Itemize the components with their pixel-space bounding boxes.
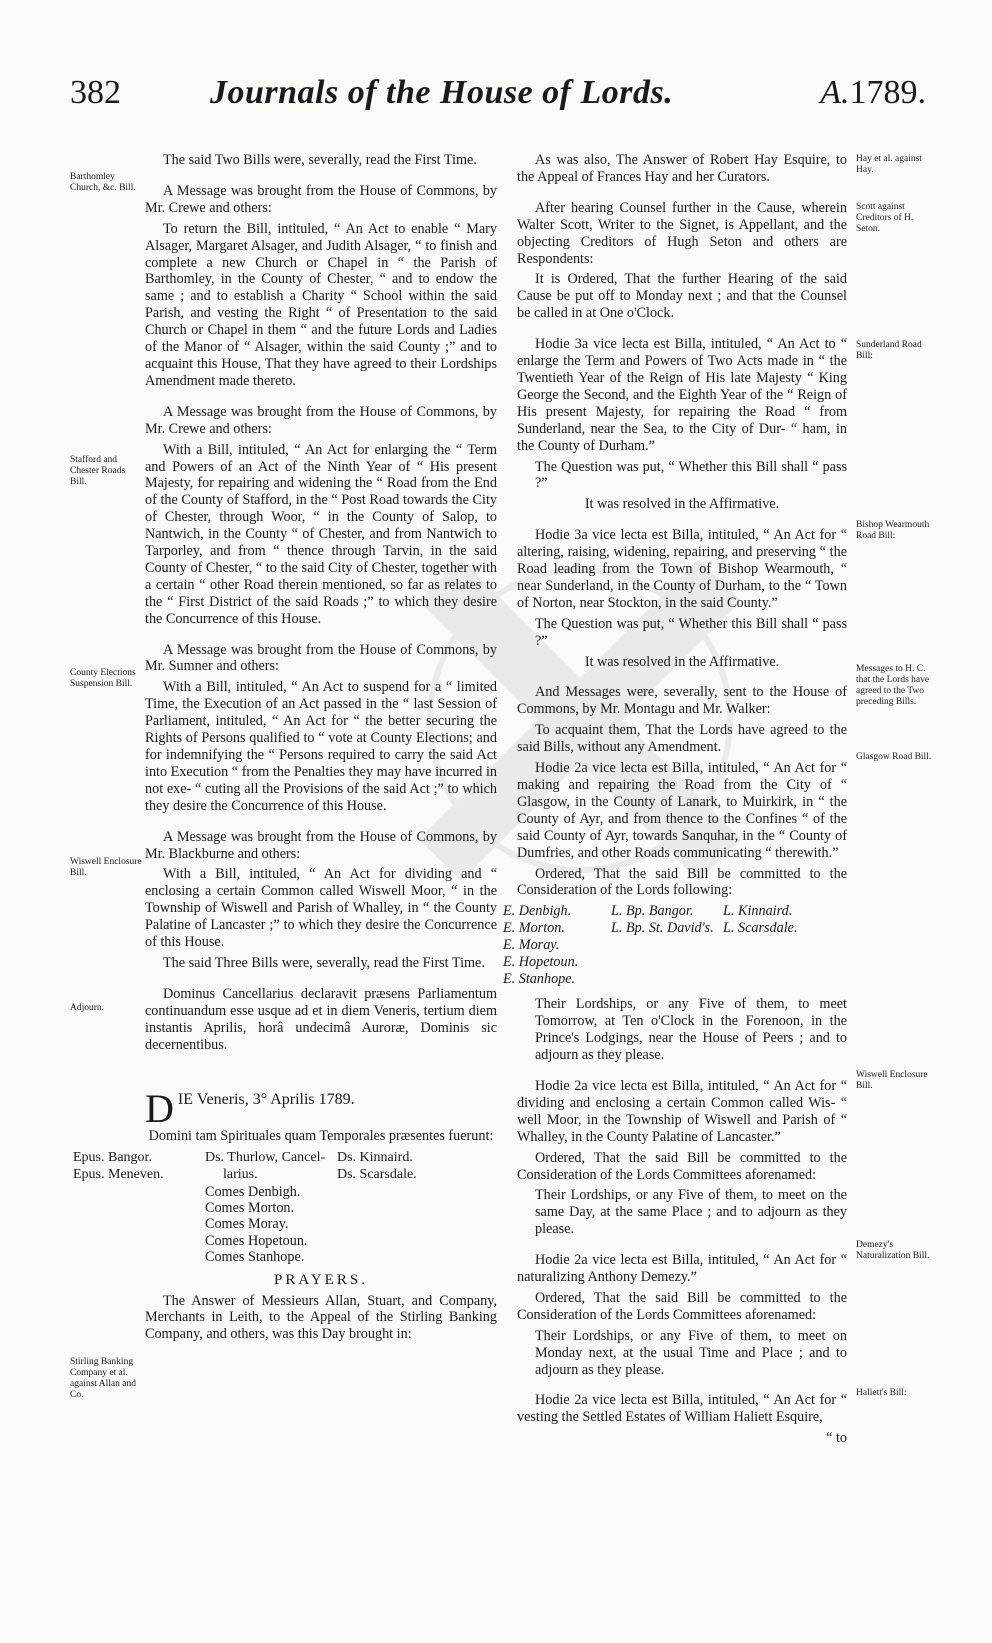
paragraph: To acquaint them, That the Lords have agreed to the said Bills, without any Amendment. [517,722,847,756]
page-header [70,70,932,130]
prayers-heading: PRAYERS. [274,1271,368,1288]
margin-note-adjourn: Adjourn. [70,1003,105,1013]
present-name: Epus. Meneven. [73,1167,164,1182]
margin-note-stirling: Stirling Banking Company et al. against Allan and Co. [70,1357,136,1400]
margin-note-sunderland: Sunderland Road Bill: [856,340,922,361]
margin-note-wiswell-2: Wiswell Enclosure Bill. [856,1070,928,1091]
paragraph: Hodie 2a vice lecta est Billa, intituled, “ An Act for “ making and repairing the Road from the City of “ Glasgow, in the County of Lanark, to Muirkirk, in “ the County of Ayr, and from thence to the Confines “ of the said County of Ayr, towards Sanquhar, in the “ County of Dumfries, and other Roads communicating “ therewith.” [517,760,847,861]
lord-name: L. Bp. St. David's. [611,920,714,937]
paragraph: A Message was brought from the House of Commons, by Mr. Crewe and others: [145,403,497,437]
margin-note-demezy: Demezy's Naturalization Bill. [856,1240,930,1261]
lord-name: L. Kinnaird. [723,903,793,920]
paragraph: After hearing Counsel further in the Cause, wherein Walter Scott, Writer to the Signet, is Appellant, and the objecting Creditors of Hugh Seton and others are Respondents: [517,199,847,267]
lord-name: E. Stanhope. [503,971,576,988]
paragraph: Ordered, That the said Bill be committed to the Consideration of the Lords Committees aforenamed: [517,1289,847,1323]
present-name: Ds. Scarsdale. [337,1167,417,1182]
present-lords [73,1150,497,1183]
comes-name: Comes Hopetoun. [205,1232,308,1249]
lord-name: E. Morton. [503,920,565,937]
margin-note-barthomley: Barthomley Church, &c. Bill. [70,172,136,193]
lord-name: L. Bp. Bangor. [611,903,694,920]
margin-note-stafford: Stafford and Chester Roads Bill. [70,455,126,487]
journal-title: Journals of the House of Lords. [210,74,674,111]
comes-name: Comes Moray. [205,1216,289,1233]
margin-note-bishop-wearmouth: Bishop Wearmouth Road Bill: [856,520,930,541]
paragraph: The Question was put, “ Whether this Bill shall “ pass ?” [535,458,847,492]
margin-note-messages: Messages to H. C. that the Lords have agreed to the Two preceding Bills. [856,664,930,707]
year [820,74,926,112]
lord-name: E. Denbigh. [503,903,572,920]
margin-note-county-elections: County Elections Suspension Bill. [70,668,136,689]
paragraph: Ordered, That the said Bill be committed to the Consideration of the Lords following: [517,865,847,899]
date-line [145,1085,497,1131]
paragraph: Their Lordships, or any Five of them, to meet Tomorrow, at Ten o'Clock in the Forenoon, in the Prince's Lodgings, near the House of Peers ; and to adjourn as they please. [535,996,847,1064]
present-name: Epus. Bangor. [73,1150,152,1166]
margin-note-scott: Scott against Creditors of H. Seton. [856,202,914,234]
paragraph: The said Two Bills were, severally, read the First Time. [163,152,477,168]
comes-name: Comes Stanhope. [205,1249,305,1266]
committee-lords [503,903,847,988]
year-prefix: A. [820,74,850,111]
present-heading: Domini tam Spirituales quam Temporales præsentes fuerunt: [148,1127,494,1144]
paragraph: It was resolved in the Affirmative. [584,653,780,670]
paragraph: Their Lordships, or any Five of them, to meet on the same Day, at the same Place ; and to adjourn as they please. [535,1187,847,1238]
page-number: 382 [70,74,121,111]
paragraph: Hodie 2a vice lecta est Billa, intituled, “ An Act for “ vesting the Settled Estates of William Haliett Esquire, [517,1392,847,1426]
present-name: Ds. Kinnaird. [337,1150,413,1166]
present-name: larius. [223,1167,258,1182]
paragraph: And Messages were, severally, sent to the House of Commons, by Mr. Montagu and Mr. Walker: [517,684,847,718]
paragraph: Hodie 2a vice lecta est Billa, intituled, “ An Act for “ naturalizing Anthony Demezy.” [517,1252,847,1286]
comites-list [205,1184,497,1266]
committee-col-earls [503,903,611,988]
present-col-barons [337,1150,467,1183]
lord-name: L. Scarsdale. [723,920,798,937]
paragraph: Hodie 2a vice lecta est Billa, intituled, “ An Act for “ dividing and enclosing a certain Common called Wis- “ well Moor, in the Township of Wiswell and Parish of “ Whalley, in the County Palatine of Lancaster.” [517,1077,847,1145]
margin-note-haliett: Haliett's Bill: [856,1388,907,1398]
paragraph: With a Bill, intituled, “ An Act for dividing and “ enclosing a certain Common called Wiswell Moor, “ in the Township of Wiswell and Parish of Whalley, in “ the County Palatine of Lancaster ;” to which they desire the Concurrence of this House. [145,866,497,951]
paragraph: The Answer of Messieurs Allan, Stuart, and Company, Merchants in Leith, to the Appeal of the Stirling Banking Company, and others, was this Day brought in: [145,1292,497,1343]
paragraph: Their Lordships, or any Five of them, to meet on Monday next, at the usual Time and Place ; and to adjourn as they please. [535,1327,847,1378]
committee-col-barons [723,903,833,988]
lord-name: E. Hopetoun. [503,954,579,971]
drop-cap: D [145,1085,174,1131]
right-column [503,152,847,1447]
committee-col-bishops [611,903,723,988]
paragraph: A Message was brought from the House of Commons, by Mr. Sumner and others: [145,641,497,675]
catchword: “ to [826,1430,847,1447]
paragraph: It was resolved in the Affirmative. [584,496,780,513]
margin-note-glasgow: Glasgow Road Bill. [856,752,932,762]
paragraph: With a Bill, intituled, “ An Act for enlarging the “ Term and Powers of an Act of the Ninth Year of “ His present Majesty, for repairing and widening the “ Road from the End of the County of Stafford, in the “ Post Road towards the City of Chester, through Woor, “ in the County of Salop, to Nantwich, in the County “ of Chester, and from Nantwich to Tarporley, and from “ thence through Tarvin, in the said County of Chester, “ to the said City of Chester, together with a certain “ other Road therein mentioned, so far as relates to the “ First District of the said Roads ;” to which they desire the Concurrence of this House. [145,441,497,627]
paragraph: Hodie 3a vice lecta est Billa, intituled, “ An Act for “ altering, raising, widening, repairing, and preserving “ the Road leading from the Town of Bishop Wearmouth, “ near Sunderland, in the County of Durham, to the “ Town of Norton, near Stockton, in the said County.” [517,527,847,611]
comes-name: Comes Denbigh. [205,1183,301,1200]
lord-name: E. Moray. [503,937,560,954]
paragraph: A Message was brought from the House of Commons, by Mr. Crewe and others: [145,182,497,216]
margin-note-wiswell: Wiswell Enclosure Bill. [70,857,142,878]
paragraph: Hodie 3a vice lecta est Billa, intituled, “ An Act to “ enlarge the Term and Powers of Two Acts made in “ the Twentieth Year of the Reign of His late Majesty “ King George the Second, and the Eighth Year of the “ Reign of His present Majesty, for repairing the Road “ from Sunderland, near the Sea, to the City of Dur- “ ham, in the County of Durham.” [517,336,847,454]
year-number: 1789. [849,74,926,111]
paragraph: With a Bill, intituled, “ An Act to suspend for a “ limited Time, the Execution of an Act passed in the “ last Session of Parliament, intituled, “ An Act for “ the better securing the Rights of Persons qualified to “ vote at County Elections; and for indemnifying the “ Persons required to carry the said Act into Execution “ from the Penalties they may have incurred in not exe- “ cuting all the Provisions of the said Act ;” to which they desire the Concurrence of this House. [145,679,497,814]
paragraph: To return the Bill, intituled, “ An Act to enable “ Mary Alsager, Margaret Alsager, and Judith Alsager, “ to finish and complete a new Church or Chapel in “ the Parish of Barthomley, in the County of Chester, “ and to endow the same ; and to establish a Charity “ School within the said Parish, and vesting the Right “ of Presentation to the said Church or Chapel in them “ and the future Lords and Ladies of the Manor of “ Alsager, within the said County ;” and to acquaint this House, That they have agreed to their Lordships Amendment made thereto. [145,220,497,389]
present-col-bishops [73,1150,205,1183]
date-text: IE Veneris, 3° Aprilis 1789. [177,1090,355,1108]
paragraph: The said Three Bills were, severally, read the First Time. [163,954,485,971]
paragraph: Ordered, That the said Bill be committed to the Consideration of the Lords Committees aforenamed: [517,1149,847,1183]
paragraph: As was also, The Answer of Robert Hay Esquire, to the Appeal of Frances Hay and her Curators. [517,152,847,185]
paragraph: It is Ordered, That the further Hearing of the said Cause be put off to Monday next ; and that the Counsel be called in at One o'Clock. [517,271,847,322]
margin-note-hay: Hay et al. against Hay. [856,154,922,175]
paragraph: Dominus Cancellarius declaravit præsens Parliamentum continuandum esse usque ad et in diem Veneris, tertium diem instantis Aprilis, horâ undecimâ Auroræ, Dominis sic decernentibus. [145,985,497,1053]
comes-name: Comes Morton. [205,1200,295,1216]
paragraph: A Message was brought from the House of Commons, by Mr. Blackburne and others: [145,828,497,862]
paragraph: The Question was put, “ Whether this Bill shall “ pass ?” [535,615,847,649]
present-col-chancellor [205,1150,337,1183]
present-name: Ds. Thurlow, Cancel- [205,1150,326,1166]
